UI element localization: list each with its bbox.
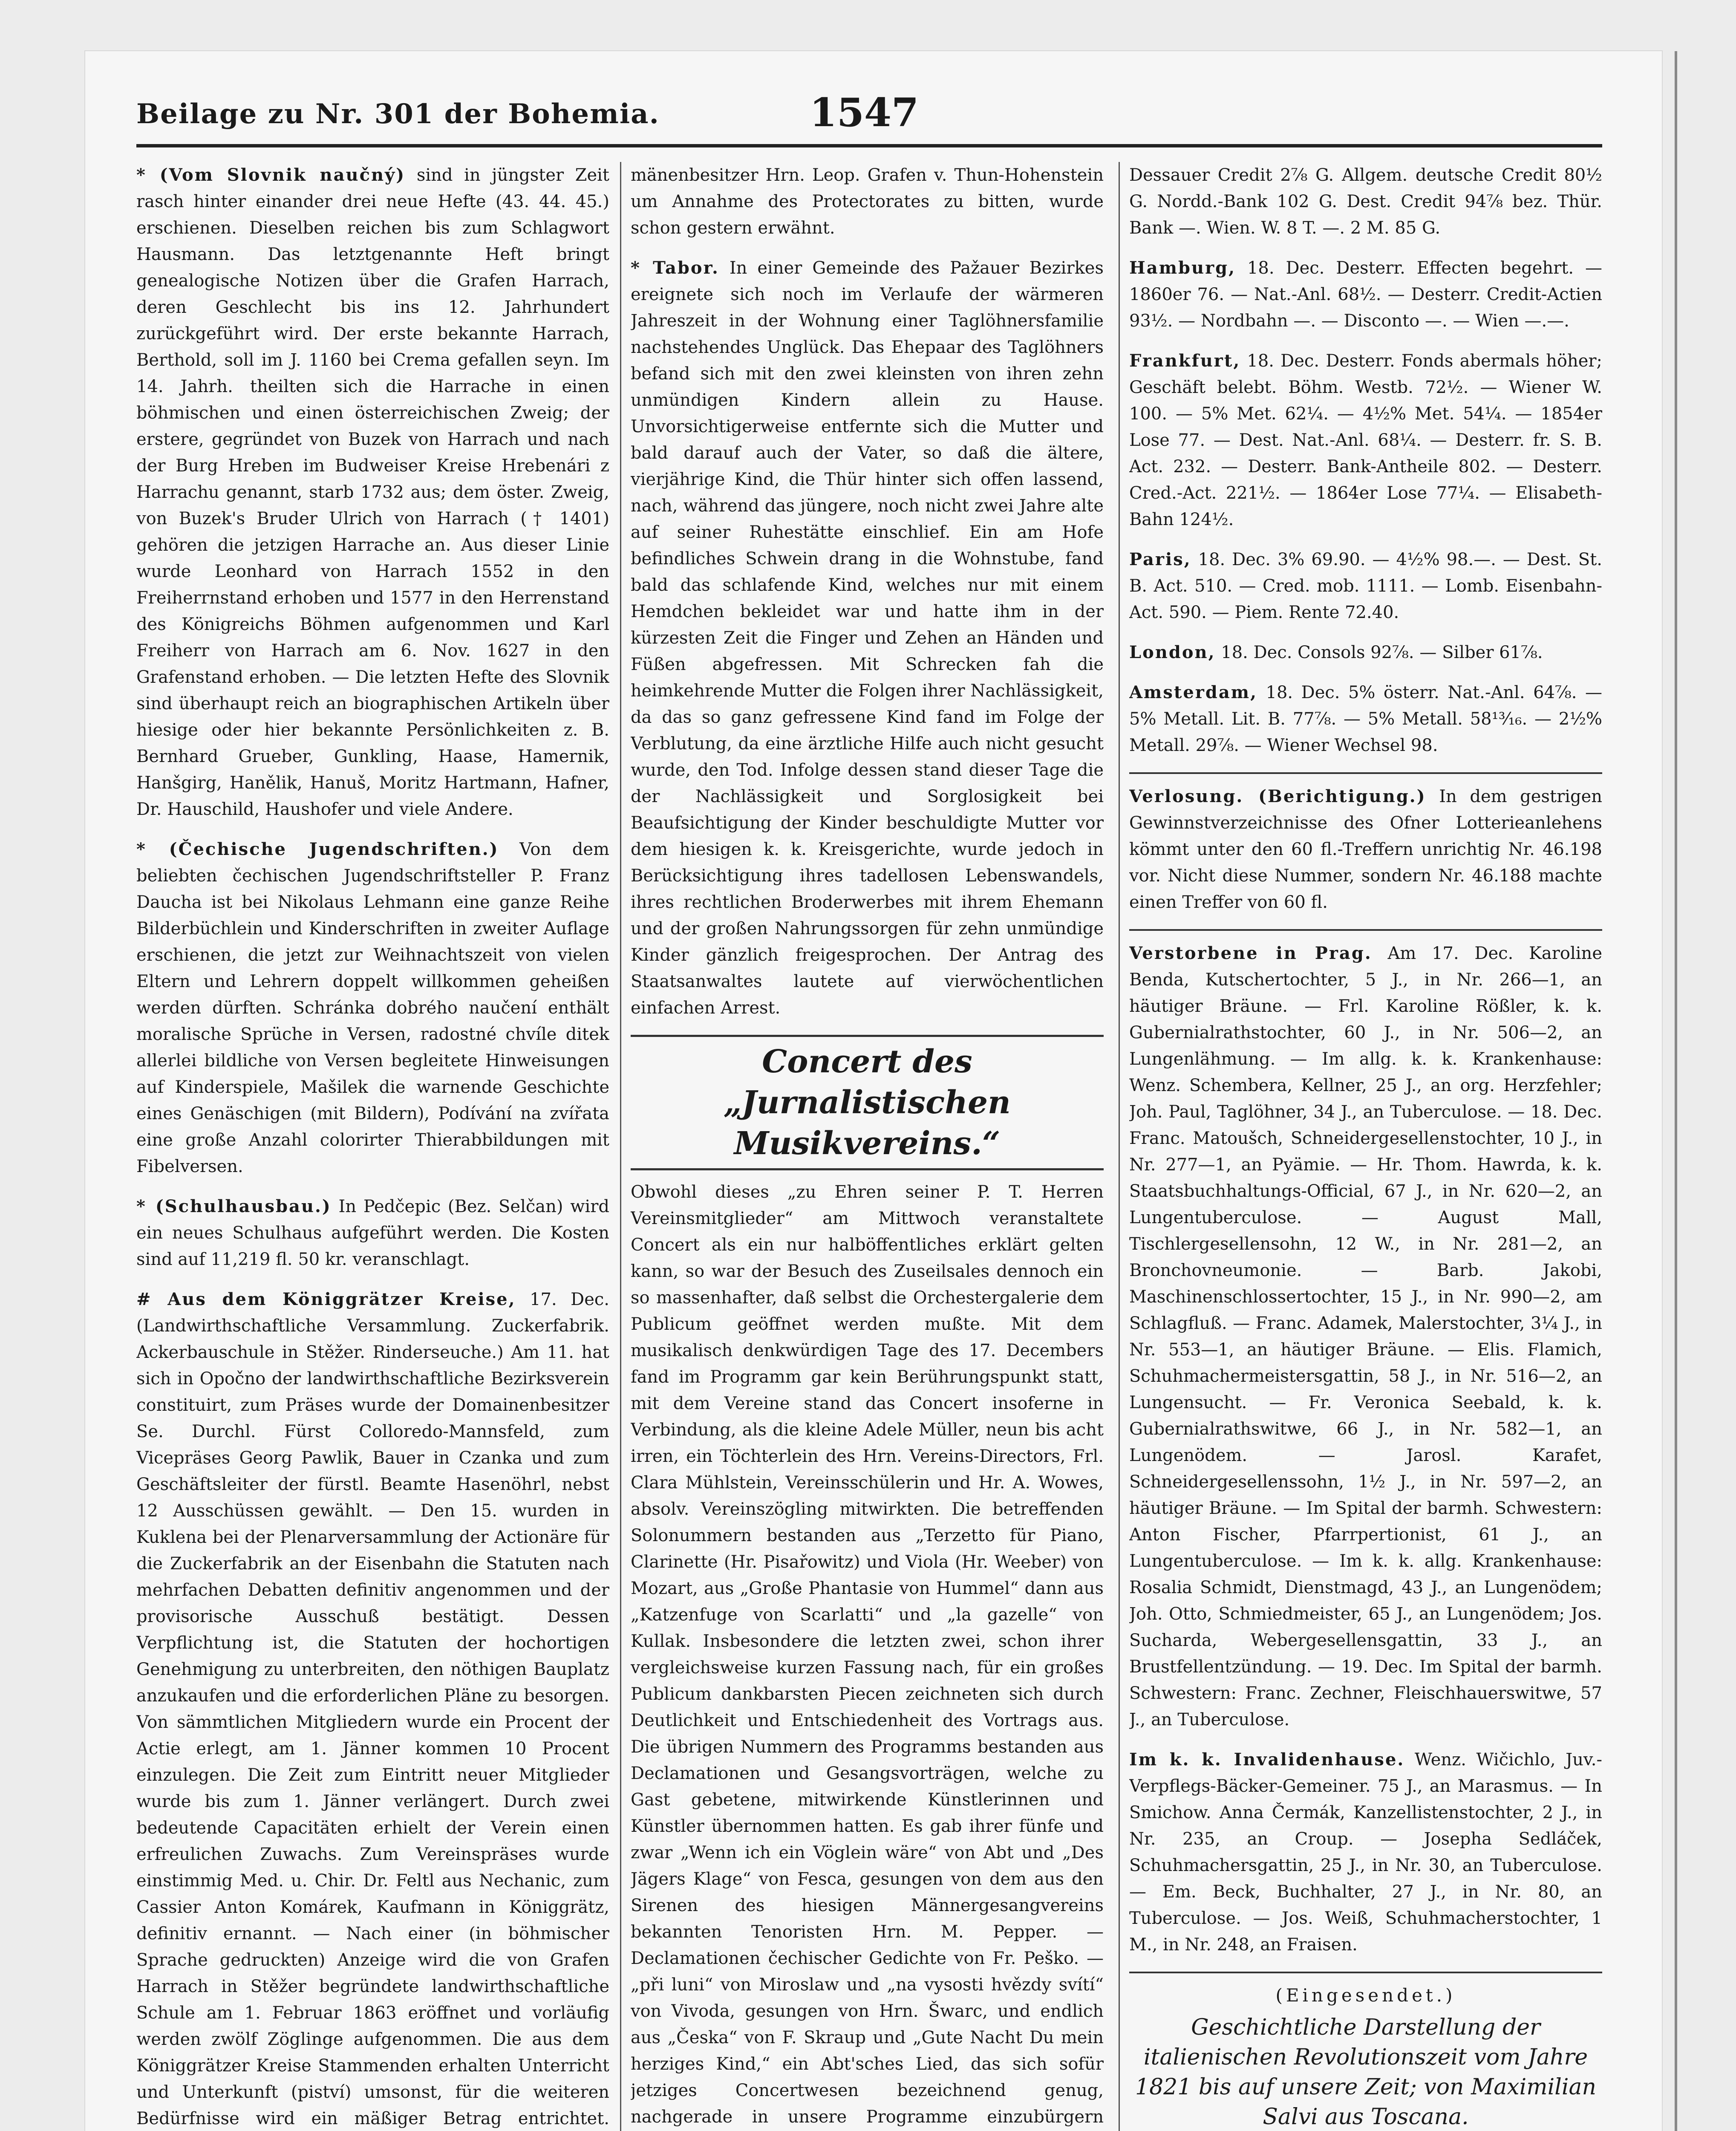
- news-item: [136, 1193, 609, 1273]
- news-item: [136, 836, 609, 1180]
- news-item: [1129, 1747, 1602, 1958]
- item-text: 18. Dec. 5% österr. Nat.-Anl. 64⅞. — 5% Metall. Lit. B. 77⅞. — 5% Metall. 58¹³⁄₁₆. — 2½% Metall. 29⅞. — Wiener Wechsel 98.: [1129, 683, 1602, 755]
- page-edge: [1675, 51, 1677, 2131]
- item-lead: Paris,: [1129, 549, 1191, 569]
- section-heading: Concert des „Jurnalistischen Musikvereins.“: [631, 1035, 1104, 1170]
- news-item: [136, 162, 609, 823]
- columns: [136, 162, 1602, 2131]
- item-text: Obwohl dieses „zu Ehren seiner P. T. Herren Vereinsmitglieder“ am Mittwoch veranstaltete Concert als ein nur halböffentliches erklärt gelten kann, so war der Besuch des Zuseilsales dennoch ein so massenhafter, daß selbst die Orchestergalerie dem Publicum geöffnet werden mußte. Mit dem musikalisch denkwürdigen Tage des 17. Decembers fand im Programm gar kein Berührungspunkt statt, mit dem Vereine stand das Concert insoferne in Verbindung, als die kleine Adele Müller, neun bis acht irren, ein Töchterlein des Hrn. Vereins-Directors, Frl. Clara Mühlstein, Vereinsschülerin und Hr. A. Wowes, absolv. Vereinszögling mitwirkten. Die betreffenden Solonummern bestanden aus „Terzetto für Piano, Clarinette (Hr. Pisařowitz) und Viola (Hr. Weeber) von Mozart, aus „Große Phantasie von Hummel“ dann aus „Katzenfuge von Scarlatti“ und „la gazelle“ von Kullak. Insbesondere die letzten zwei, schon ihrer vergleichsweise kurzen Fassung nach, für ein großes Publicum dankbarsten Piecen zeichneten sich durch Deutlichkeit und Entschiedenheit des Vortrags aus. Die übrigen Nummern des Programms bestanden aus Declamationen und Gesangsvorträgen, welche zu Gast gebetene, mitwirkende Künstlerinnen und Künstler übernommen hatten. Es gab ihrer fünfe und zwar „Wenn ich ein Vöglein wäre“ von Abt und „Des Jägers Klage“ von Fesca, gesungen von dem aus den Sirenen des hiesigen Männergesangvereins bekannten Tenoristen Hrn. M. Pepper. — Declamationen čechischer Gedichte von Fr. Peško. — „při luni“ von Miroslaw und „na vysosti hvězdy svítí“ von Vivoda, gesungen von Hrn. Šwarc, und endlich aus „Česka“ von F. Skraup und „Gute Nacht Du mein herziges Kind,“ ein Abt'sches Lied, das sich sofür jetziges Concertwesen bezeichnend genug, nachgerade in unsere Programme einzubürgern: [631, 1182, 1104, 2127]
- item-lead: * (Vom Slovnik naučný): [136, 165, 406, 185]
- item-lead: * (Schulhausbau.): [136, 1196, 332, 1216]
- news-item: [631, 162, 1104, 241]
- item-lead: * (Čechische Jugendschriften.): [136, 839, 499, 859]
- item-text: Wenz. Wičichlo, Juv.-Verpflegs-Bäcker-Gemeiner. 75 J., an Marasmus. — In Smichow. Anna Čermák, Kanzellistenstochter, 2 J., in Nr. 235, an Croup. — Josepha Sedláček, Schuhmachersgattin, 25 J., in Nr. 30, an Tuberculose. — Em. Beck, Buchhalter, 27 J., in Nr. 80, an Tuberculose. — Jos. Weiß, Schuhmacherstochter, 1 M., in Nr. 248, an Fraisen.: [1129, 1750, 1602, 1955]
- news-item: [1129, 255, 1602, 334]
- column-divider: [1119, 162, 1120, 2131]
- news-item: [631, 1179, 1104, 2131]
- item-text: 18. Dec. Consols 92⅞. — Silber 61⅞.: [1221, 643, 1543, 662]
- news-item: [1129, 162, 1602, 241]
- item-text: mänenbesitzer Hrn. Leop. Grafen v. Thun-Hohenstein um Annahme des Protectorates zu bitten, wurde schon gestern erwähnt.: [631, 165, 1104, 238]
- article-title: Geschichtliche Darstellung der italienischen Revolutionszeit vom Jahre 1821 bis auf unsere Zeit; von Maximilian Salvi aus Toscana.: [1135, 2015, 1596, 2130]
- section-rule: [1129, 1972, 1602, 1973]
- item-text: Dessauer Credit 2⅞ G. Allgem. deutsche Credit 80½ G. Nordd.-Bank 102 G. Dest. Credit 94⅞ bez. Thür. Bank —. Wien. W. 8 T. —. 2 M. 85 G.: [1129, 165, 1602, 238]
- item-lead: Verlosung. (Berichtigung.): [1129, 786, 1426, 806]
- item-lead: # Aus dem Königgrätzer Kreise,: [136, 1289, 516, 1309]
- item-text: In Pedčepic (Bez. Selčan) wird ein neues Schulhaus aufgeführt werden. Die Kosten sind auf 11,219 fl. 50 kr. veranschlagt.: [136, 1197, 609, 1269]
- item-text: sind in jüngster Zeit rasch hinter einander drei neue Hefte (43. 44. 45.) erschienen. Dieselben reichen bis zum Schlagwort Hausmann. Das letztgenannte Heft bringt genealogische Notizen über die Grafen Harrach, deren Geschlecht bis ins 12. Jahrhundert zurückgeführt wird. Der erste bekannte Harrach, Berthold, soll im J. 1160 bei Crema gefallen seyn. Im 14. Jahrh. theilten sich die Harrache in einen böhmischen und einen österreichischen Zweig; der erstere, gegründet von Buzek von Harrach und nach der Burg Hreben im Budweiser Kreise Hrebenári z Harrachu genannt, starb 1732 aus; dem öster. Zweig, von Buzek's Bruder Ulrich von Harrach († 1401) gehören die jetzigen Harrache an. Aus dieser Linie wurde Leonhard von Harrach 1552 in den Freiherrnstand erhoben und 1577 in den Herrenstand des Königreichs Böhmen aufgenommen und Karl Freiherr von Harrach am 6. Nov. 1627 in den Grafenstand erhoben. — Die letzten Hefte des Slovnik sind überhaupt reich an biographischen Artikeln über hiesige oder hier bekannte Persönlichkeiten z. B. Bernhard Grueber, Gunkling, Haase, Hamernik, Hanšgirg, Hanělik, Hanuš, Moritz Hartmann, Hafner, Dr. Hauschild, Haushofer und viele Andere.: [136, 165, 609, 819]
- news-item: [1129, 940, 1602, 1733]
- item-text: Von dem beliebten čechischen Jugendschriftsteller P. Franz Daucha ist bei Nikolaus Lehmann eine ganze Reihe Bilderbüchlein und Kinderschriften in zweiter Auflage erschienen, die jetzt zur Weihnachtszeit von vielen Eltern und Lehrern doppelt willkommen geheißen werden dürften. Schránka dobrého naučení enthält moralische Sprüche in Versen, radostné chvíle ditek allerlei bildliche von Versen begleitete Hinweisungen auf Kinderspiele, Mašilek die warnende Geschichte eines Genäschigen (mit Bildern), Podívání na zvířata eine große Anzahl colorirter Thierabbildungen mit Fibelversen.: [136, 840, 609, 1176]
- item-text: In dem gestrigen Gewinnstverzeichnisse des Ofner Lotterieanlehens kömmt unter den 60 fl.-Treffern unrichtig Nr. 46.198 vor. Nicht diese Nummer, sondern Nr. 46.188 machte einen Treffer von 60 fl.: [1129, 787, 1602, 912]
- item-lead: Frankfurt,: [1129, 351, 1241, 371]
- masthead-rule: [136, 144, 1602, 147]
- newspaper-page: [85, 51, 1662, 2131]
- notice-label: (Eingesendet.): [1275, 1985, 1456, 2006]
- item-text: In einer Gemeinde des Pažauer Bezirkes ereignete sich noch im Verlaufe der wärmeren Jahreszeit in der Wohnung einer Taglöhnersfamilie nachstehendes Unglück. Das Ehepaar des Taglöhners befand sich mit den zwei kleinsten von ihren zehn unmündigen Kindern allein zu Hause. Unvorsichtigerweise entfernte sich die Mutter und bald darauf auch der Vater, so daß die ältere, vierjährige Kind, die Thür hinter sich offen lassend, nach, während das jüngere, noch nicht zwei Jahre alte auf seiner Ruhestätte einschlief. Ein am Hofe befindliches Schwein drang in die Wohnstube, fand bald das schlafende Kind, welches nur mit einem Hemdchen bekleidet war und hatte ihm in der kürzesten Zeit die Finger und Zehen an Händen und Füßen abgefressen. Mit Schrecken fah die heimkehrende Mutter die Folgen ihrer Nachlässigkeit, da das so ganz gefressene Kind fand im Folge der Verblutung, da eine ärztliche Hilfe auch nicht gesucht wurde, den Tod. Infolge dessen stand dieser Tage die der Nachlässigkeit und Sorglosigkeit bei Beaufsichtigung der Kinder beschuldigte Mutter vor dem hiesigen k. k. Kreisgerichte, wurde jedoch in Berücksichtigung ihres tadellosen Lebenswandels, ihres rechtlichen Broderwerbes mit ihrem Ehemann und der großen Nahrungssorgen für zehn unmündige Kinder gänzlich freigesprochen. Der Antrag des Staatsanwaltes lautete auf vierwöchentlichen einfachen Arrest.: [631, 258, 1104, 1018]
- news-item: [631, 255, 1104, 1021]
- news-item: [1129, 639, 1602, 666]
- masthead: [136, 81, 1602, 145]
- column-divider: [620, 162, 621, 2131]
- item-lead: Amsterdam,: [1129, 682, 1258, 702]
- news-item: [1129, 348, 1602, 533]
- item-lead: Im k. k. Invalidenhause.: [1129, 1750, 1405, 1770]
- item-lead: * Tabor.: [631, 258, 719, 278]
- news-item: [136, 1286, 609, 2131]
- supplement-title: Beilage zu Nr. 301 der Bohemia.: [136, 98, 660, 130]
- page-number: 1547: [810, 90, 919, 136]
- item-text: 17. Dec. (Landwirthschaftliche Versammlung. Zuckerfabrik. Ackerbauschule in Stěžer. Rinderseuche.) Am 11. hat sich in Opočno der landwirthschaftliche Bezirksverein constituirt, zum Präses wurde der Domainenbesitzer Se. Durchl. Fürst Colloredo-Mannsfeld, zum Vicepräses Georg Pawlik, Bauer in Czanka und zum Geschäftsleiter der fürstl. Beamte Hasenöhrl, nebst 12 Ausschüssen gewählt. — Den 15. wurden in Kuklena bei der Plenarversammlung der Actionäre für die Zuckerfabrik an der Eisenbahn die Statuten nach mehrfachen Debatten definitiv angenommen und der provisorische Ausschuß bestätigt. Dessen Verpflichtung ist, die Statuten der hochortigen Genehmigung zu unterbreiten, den nöthigen Bauplatz anzukaufen und die erforderlichen Pläne zu besorgen. Von sämmtlichen Mitgliedern wurde ein Procent der Actie erlegt, am 1. Jänner kommen 10 Procent einzulegen. Die Zeit zum Eintritt neuer Mitglieder wurde bis zum 1. Jänner verlängert. Durch zwei bedeutende Capacitäten erhielt der Verein einen erfreulichen Zuwachs. Zum Vereinspräses wurde einstimmig Med. u. Chir. Dr. Feltl aus Nechanic, zum Cassier Anton Komárek, Kaufmann in Königgrätz, definitiv ernannt. — Nach einer (in böhmischer Sprache gedruckten) Anzeige wird die von Grafen Harrach in Stěžer begründete landwirthschaftliche Schule am 1. Februar 1863 eröffnet und vorläufig werden zwölf Zöglinge aufgenommen. Die aus dem Königgrätzer Kreise Stammenden erhalten Unterricht und Unterkunft (piství) umsonst, für die weiteren Bedürfnisse wird ein mäßiger Betrag entrichtet.: [136, 1290, 609, 2128]
- item-lead: Verstorbene in Prag.: [1129, 943, 1372, 963]
- section-rule: [1129, 929, 1602, 931]
- item-text: 18. Dec. Desterr. Effecten begehrt. — 1860er 76. — Nat.-Anl. 68½. — Desterr. Credit-Actien 93½. — Nordbahn —. — Disconto —. — Wien —.—.: [1129, 258, 1602, 331]
- column-2: [631, 162, 1104, 2131]
- item-text: 18. Dec. 3% 69.90. — 4½% 98.—. — Dest. St. B. Act. 510. — Cred. mob. 1111. — Lomb. Eisenbahn-Act. 590. — Piem. Rente 72.40.: [1129, 550, 1602, 622]
- item-text: 18. Dec. Desterr. Fonds abermals höher; Geschäft belebt. Böhm. Westb. 72½. — Wiener W. 100. — 5% Met. 62¼. — 4½% Met. 54¼. — 1854er Lose 77. — Dest. Nat.-Anl. 68¼. — Desterr. fr. S. B. Act. 232. — Desterr. Bank-Antheile 802. — Desterr. Cred.-Act. 221½. — 1864er Lose 77¼. — Elisabeth-Bahn 124½.: [1129, 351, 1602, 529]
- section-rule: [1129, 772, 1602, 774]
- news-item: [1129, 783, 1602, 915]
- item-lead: London,: [1129, 642, 1216, 662]
- column-3: [1129, 162, 1602, 2131]
- column-1: [136, 162, 609, 2131]
- news-item: [1129, 679, 1602, 759]
- item-text: Am 17. Dec. Karoline Benda, Kutschertochter, 5 J., in Nr. 266—1, an häutiger Bräune. — Frl. Karoline Rößler, k. k. Gubernialrathstochter, 60 J., in Nr. 506—2, an Lungenlähmung. — Im allg. k. k. Krankenhause: Wenz. Schembera, Kellner, 25 J., an org. Herzfehler; Joh. Paul, Taglöhner, 34 J., an Tuberculose. — 18. Dec. Franc. Matoušch, Schneidergesellenstochter, 10 J., in Nr. 277—1, an Pyämie. — Hr. Thom. Hawrda, k. k. Staatsbuchhaltungs-Official, 67 J., in Nr. 620—2, an Lungentuberculose. — August Mall, Tischlergesellensohn, 12 W., in Nr. 281—2, an Bronchovneumonie. — Barb. Jakobi, Maschinenschlossertochter, 15 J., in Nr. 990—2, am Schlagfluß. — Franc. Adamek, Malerstochter, 3¼ J., in Nr. 553—1, an häutiger Bräune. — Elis. Flamich, Schuhmachermeistersgattin, 58 J., in Nr. 516—2, an Lungensucht. — Fr. Veronica Seebald, k. k. Gubernialrathswitwe, 66 J., in Nr. 582—1, an Lungenödem. — Jarosl. Karafet, Schneidergesellenssohn, 1½ J., in Nr. 597—2, an häutiger Bräune. — Im Spital der barmh. Schwestern: Anton Fischer, Pfarrpertionist, 61 J., an Lungentuberculose. — Im k. k. allg. Krankenhause: Rosalia Schmidt, Dienstmagd, 43 J., an Lungenödem; Joh. Otto, Schmiedmeister, 65 J., an Lungenödem; Jos. Sucharda, Webergesellensgattin, 33 J., an Brustfellentzündung. — 19. Dec. Im Spital der barmh. Schwestern: Franc. Zechner, Fleischhauerswitwe, 57 J., an Tuberculose.: [1129, 944, 1602, 1730]
- news-item: [1129, 546, 1602, 626]
- item-lead: Hamburg,: [1129, 258, 1236, 278]
